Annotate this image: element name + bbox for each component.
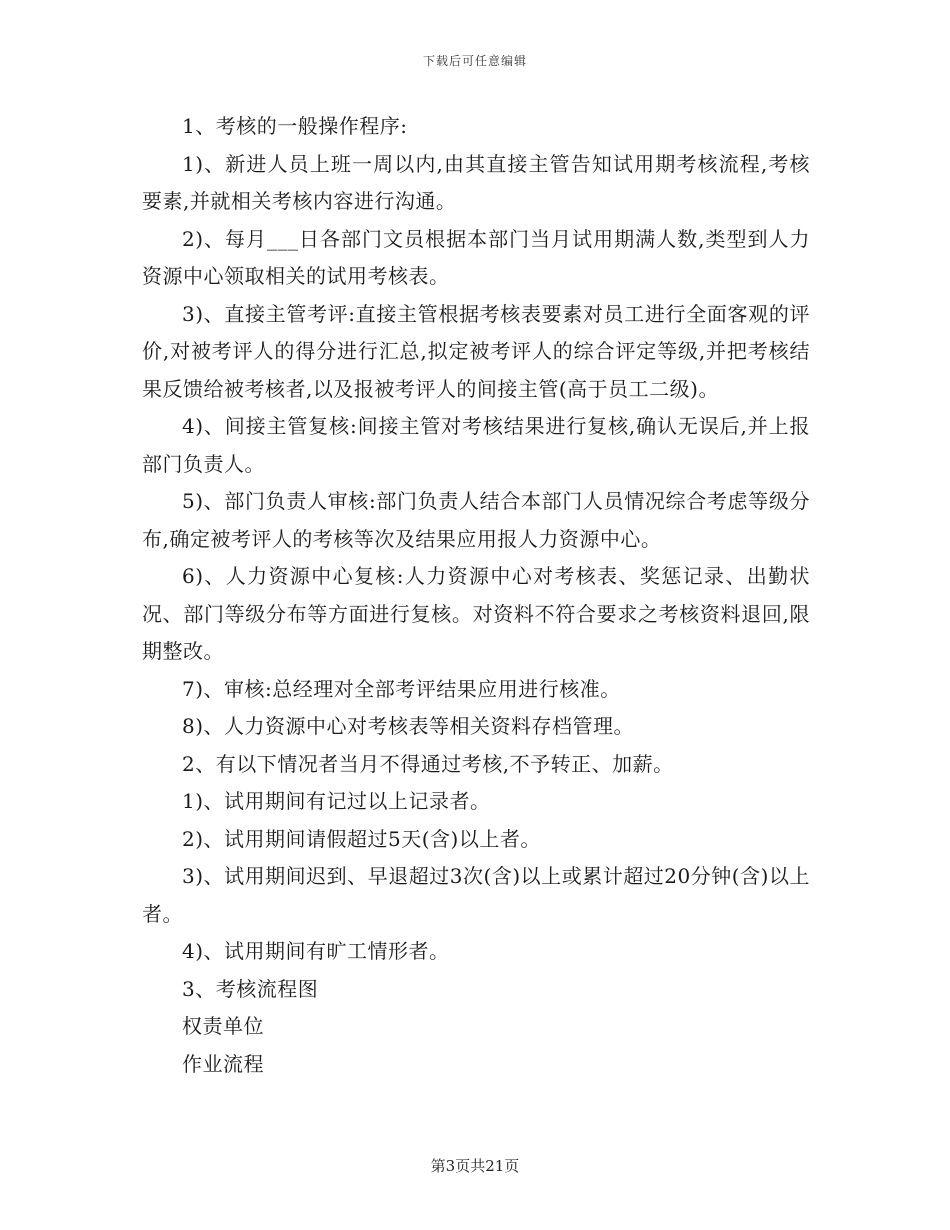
- paragraph-step-3: 3)、直接主管考评:直接主管根据考核表要素对员工进行全面客观的评价,对被考评人的得分进行汇总,拟定被考评人的综合评定等级,并把考核结果反馈给被考核者,以及报被考评人的间接主管(高于员工二级)。: [142, 301, 810, 401]
- paragraph-step-4: 4)、间接主管复核:间接主管对考核结果进行复核,确认无误后,并上报部门负责人。: [142, 414, 810, 476]
- paragraph-exclusion-1: 1)、试用期间有记过以上记录者。: [182, 789, 491, 813]
- paragraph-exclusion-2: 2)、试用期间请假超过5天(含)以上者。: [182, 826, 541, 851]
- page-footer: 第3页共21页: [430, 1157, 520, 1175]
- paragraph-step-7: 7)、审核:总经理对全部考评结果应用进行核准。: [182, 676, 621, 701]
- paragraph-exclusion-4: 4)、试用期间有旷工情形者。: [182, 939, 450, 963]
- section-heading-procedure: 1、考核的一般操作程序:: [182, 114, 408, 138]
- section-heading-exclusions: 2、有以下情况者当月不得通过考核,不予转正、加薪。: [182, 751, 674, 776]
- label-responsible-unit: 权责单位: [182, 1014, 264, 1038]
- paragraph-step-8: 8)、人力资源中心对考核表等相关资料存档管理。: [182, 714, 635, 738]
- paragraph-step-5: 5)、部门负责人审核:部门负责人结合本部门人员情况综合考虑等级分布,确定被考评人的考核等次及结果应用报人力资源中心。: [142, 489, 810, 551]
- section-heading-flowchart: 3、考核流程图: [182, 976, 319, 1001]
- label-workflow: 作业流程: [182, 1051, 264, 1076]
- document-body: [142, 108, 810, 1083]
- page-header: 下载后可任意编辑: [422, 54, 527, 68]
- paragraph-step-1: 1)、新进人员上班一周以内,由其直接主管告知试用期考核流程,考核要素,并就相关考核内容进行沟通。: [142, 151, 810, 213]
- paragraph-step-6: 6)、人力资源中心复核:人力资源中心对考核表、奖惩记录、出勤状况、部门等级分布等方面进行复核。对资料不符合要求之考核资料退回,限期整改。: [142, 564, 810, 663]
- paragraph-step-2: 2)、每月___日各部门文员根据本部门当月试用期满人数,类型到人力资源中心领取相关的试用考核表。: [142, 226, 810, 288]
- paragraph-exclusion-3: 3)、试用期间迟到、早退超过3次(含)以上或累计超过20分钟(含)以上者。: [142, 864, 810, 926]
